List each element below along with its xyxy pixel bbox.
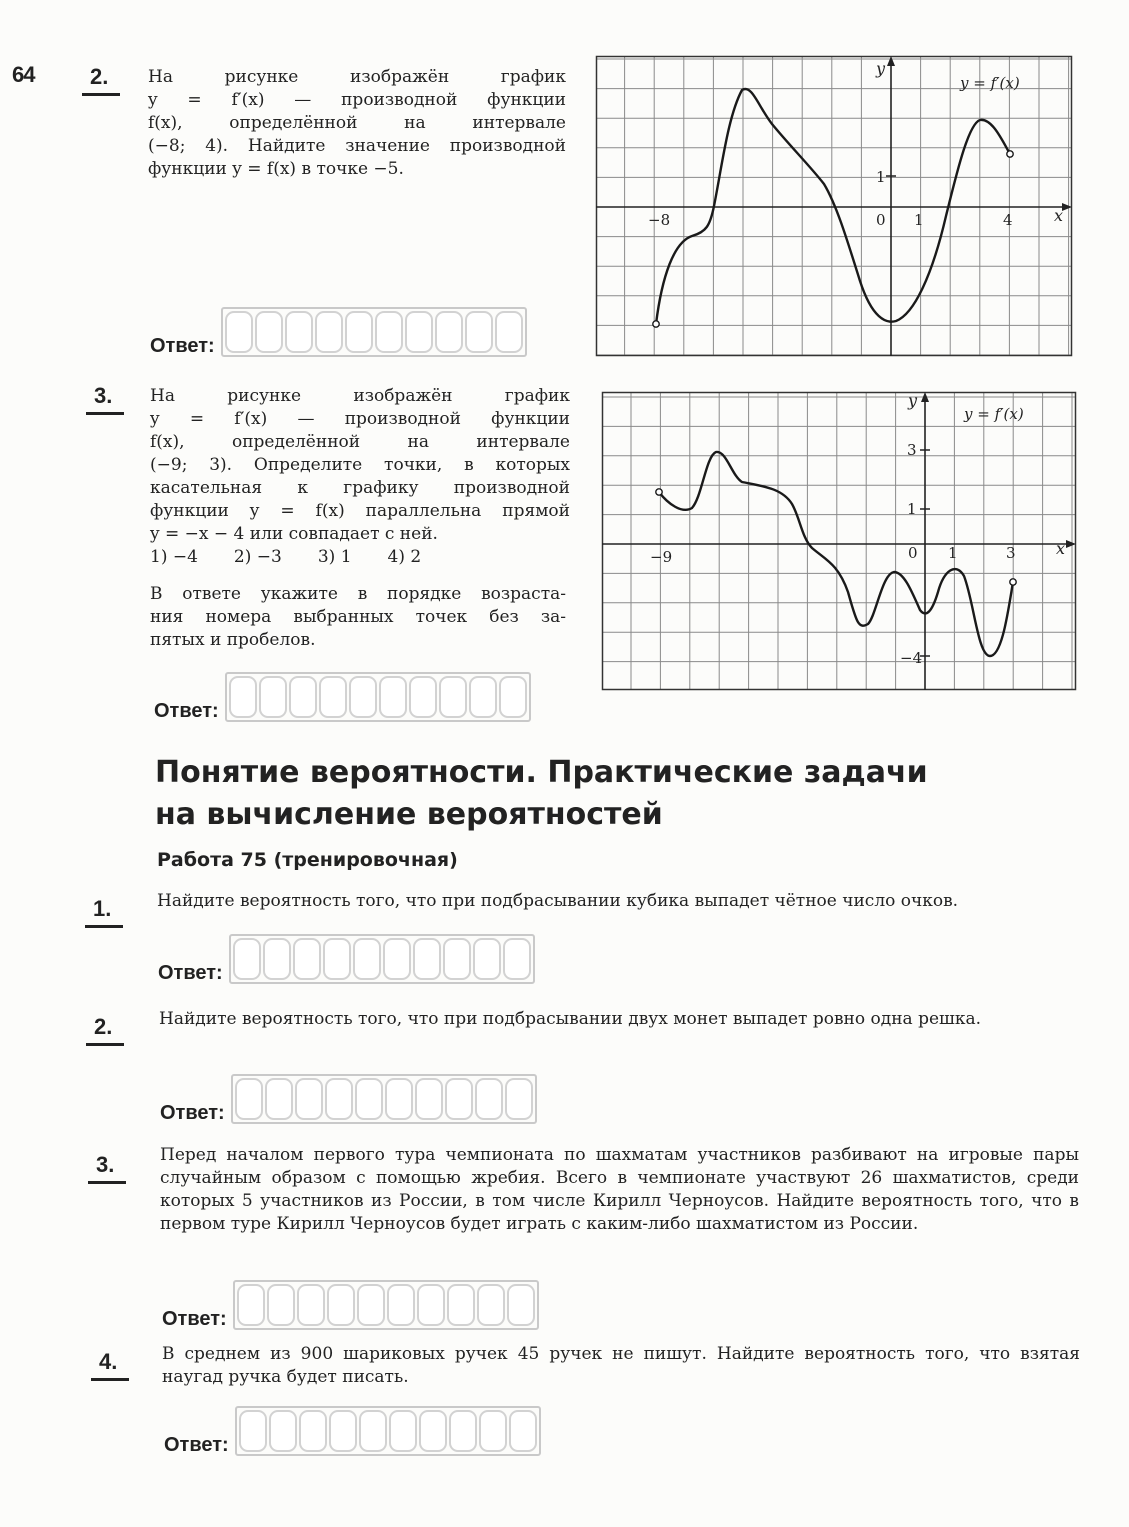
problem4-answer: Ответ:: [164, 1406, 541, 1456]
task3-option: 3) 1: [317, 547, 352, 567]
task3-tick-x1: 1: [948, 544, 958, 562]
task3-func-label: y = f′(x): [964, 405, 1024, 423]
task2-graph: [596, 56, 1072, 356]
problem1-number: 1.: [93, 896, 111, 922]
task2-number: 2.: [90, 64, 108, 90]
task2-tick-y1: 1: [876, 168, 886, 186]
task2-tick-zero: 0: [876, 211, 886, 229]
task3-curve: [659, 452, 1013, 656]
task3-option: 1) −4: [150, 547, 198, 567]
task3-x-axis-label: x: [1056, 539, 1066, 558]
task3-graph: [602, 392, 1076, 690]
task2-tick-x1: 1: [914, 211, 924, 229]
problem4-text: В среднем из 900 шариковых ручек 45 ручек не пишут. Найдите вероятность того, что взятая наугад ручка будет писать.: [162, 1344, 1080, 1387]
problem2-number: 2.: [94, 1014, 112, 1040]
task3-y-axis-label: y: [908, 391, 918, 410]
task3-text: На рисунке изображён график y = f′(x) — производной функции f(x), определённой на интервале (−9; 3). Определите точки, в которых касательная к графику производной функции y = f(x) параллельна прямой y = −x − 4 или совпадает с ней.: [150, 386, 570, 544]
problem2-answer-boxes[interactable]: [231, 1074, 537, 1124]
problem3-number: 3.: [96, 1152, 114, 1178]
task2-text: На рисунке изображён график y = f′(x) — производной функции f(x), определённой на интервале (−8; 4). Найдите значение производной функции y = f(x) в точке −5.: [148, 67, 566, 179]
task3-instructions: В ответе укажите в порядке возраста- ния номера выбранных точек без за- пятых и пробелов.: [150, 584, 566, 650]
task2-answer: Ответ:: [150, 307, 527, 357]
page-number: 64: [12, 62, 35, 87]
problem3-answer-boxes[interactable]: [233, 1280, 539, 1330]
task2-tick-neg8: −8: [648, 211, 671, 229]
problem3-answer: Ответ:: [162, 1280, 539, 1330]
section-title: Понятие вероятности. Практические задачи на вычисление вероятностей: [155, 755, 928, 832]
task2-y-axis-label: y: [876, 59, 886, 78]
task3-answer-boxes[interactable]: [225, 672, 531, 722]
problem1-answer: Ответ:: [158, 934, 535, 984]
task2-x-axis-label: x: [1054, 206, 1064, 225]
problem4-number: 4.: [99, 1349, 117, 1375]
task2-tick-x4: 4: [1003, 211, 1013, 229]
task2-func-label: y = f′(x): [960, 74, 1020, 92]
task2-answer-boxes[interactable]: [221, 307, 527, 357]
task3-tick-neg9: −9: [650, 548, 673, 566]
problem1-answer-boxes[interactable]: [229, 934, 535, 984]
problem3-text: Перед началом первого тура чемпионата по шахматам участников разбивают на игровые пары случайным образом с помощью жребия. Всего в чемпионате участвуют 26 шахматистов, среди которых 5 участников из России, в том числе Кирилл Черноусов. Найдите вероятность того, что в первом туре Кирилл Черноусов будет играть с каким-либо шахматистом из России.: [160, 1145, 1079, 1234]
task3-option: 2) −3: [233, 547, 282, 567]
task3-tick-y3: 3: [907, 441, 917, 459]
task3-answer: Ответ:: [154, 672, 531, 722]
problem1-text: Найдите вероятность того, что при подбрасывании кубика выпадет чётное число очков.: [157, 891, 959, 911]
task3-tick-y1: 1: [907, 500, 917, 518]
task3-tick-zero: 0: [908, 544, 918, 562]
problem4-answer-boxes[interactable]: [235, 1406, 541, 1456]
problem2-text: Найдите вероятность того, что при подбрасывании двух монет выпадет ровно одна решка.: [159, 1009, 981, 1029]
problem2-answer: Ответ:: [160, 1074, 537, 1124]
task3-number: 3.: [94, 383, 112, 409]
task3-tick-yneg4: −4: [900, 649, 923, 667]
task3-tick-x3: 3: [1006, 544, 1016, 562]
section-subtitle: Работа 75 (тренировочная): [157, 849, 458, 871]
task3-option: 4) 2: [387, 547, 422, 567]
task3-options: [150, 547, 421, 567]
